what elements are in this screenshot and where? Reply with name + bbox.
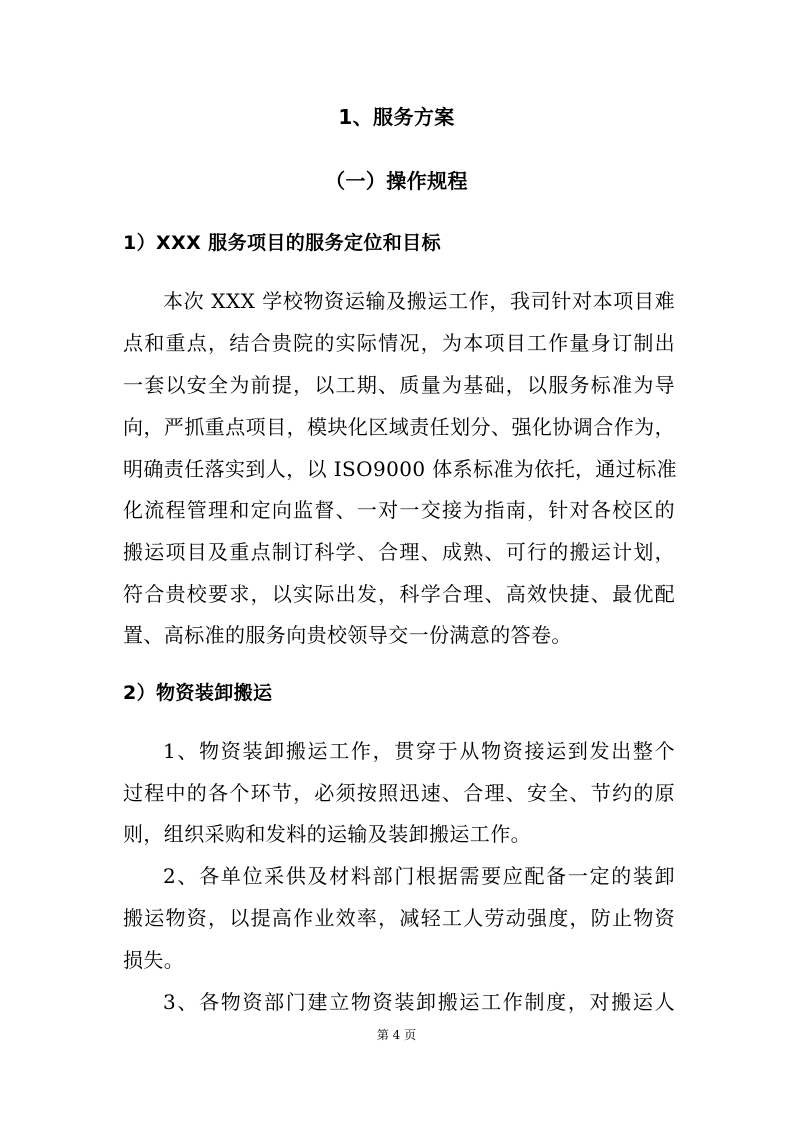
paragraph-line: 向，严抓重点项目，模块化区域责任划分、强化协调合作为， <box>123 415 675 439</box>
paragraph-line: 2、各单位采供及材料部门根据需要应配备一定的装卸 <box>163 864 675 888</box>
paragraph-line: 本次 XXX 学校物资运输及搬运工作，我司针对本项目难 <box>163 289 675 313</box>
section-subtitle: （一）操作规程 <box>325 169 468 193</box>
paragraph-line: 则，组织采购和发料的运输及装卸搬运工作。 <box>123 822 531 846</box>
paragraph-line: 明确责任落实到人，以 ISO9000 体系标准为依托，通过标准 <box>123 457 678 481</box>
paragraph-line: 损失。 <box>123 948 185 972</box>
paragraph-line: 1、物资装卸搬运工作，贯穿于从物资接运到发出整个 <box>163 739 675 763</box>
paragraph-line: 3、各物资部门建立物资装卸搬运工作制度，对搬运人 <box>163 990 675 1014</box>
paragraph-line: 置、高标准的服务向贵校领导交一份满意的答卷。 <box>123 623 572 647</box>
paragraph-line: 搬运项目及重点制订科学、合理、成熟、可行的搬运计划， <box>123 540 675 564</box>
paragraph-line: 过程中的各个环节，必须按照迅速、合理、安全、节约的原 <box>123 781 675 805</box>
paragraph-line: 一套以安全为前提，以工期、质量为基础，以服务标准为导 <box>123 373 675 397</box>
paragraph-line: 化流程管理和定向监督、一对一交接为指南，针对各校区的 <box>123 498 675 522</box>
section1-heading: 1）XXX 服务项目的服务定位和目标 <box>123 232 441 254</box>
paragraph-line: 符合贵校要求，以实际出发，科学合理、高效快捷、最优配 <box>123 582 675 606</box>
document-title: 1、服务方案 <box>338 105 455 129</box>
section2-heading: 2）物资装卸搬运 <box>123 682 273 704</box>
paragraph-line: 搬运物资，以提高作业效率，减轻工人劳动强度，防止物资 <box>123 906 675 930</box>
paragraph-line: 点和重点，结合贵院的实际情况，为本项目工作量身订制出 <box>123 331 675 355</box>
page-number: 第 4 页 <box>376 1028 417 1042</box>
